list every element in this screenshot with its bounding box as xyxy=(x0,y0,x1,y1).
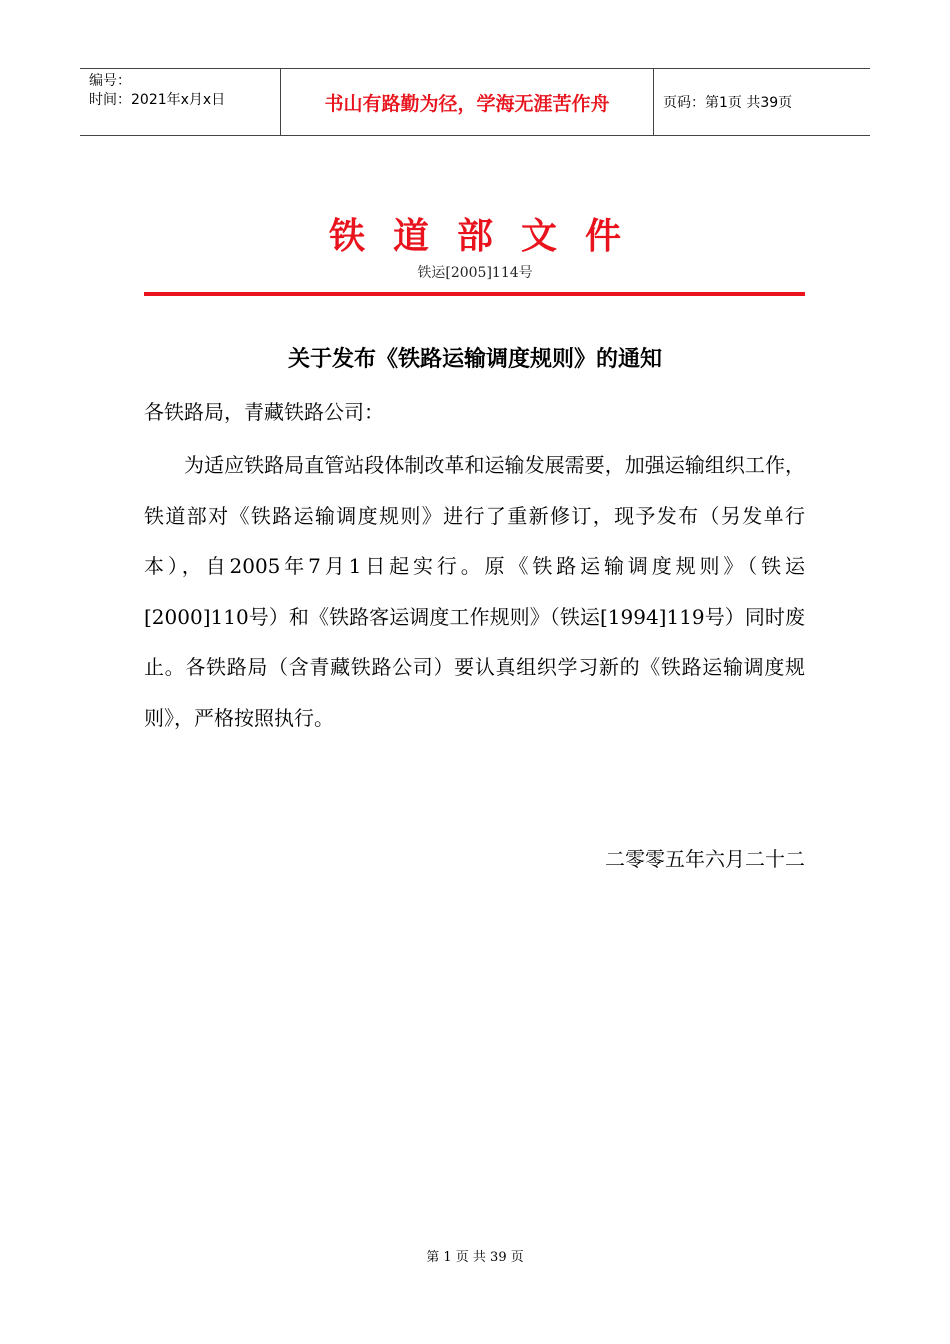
addressee-line: 各铁路局，青藏铁路公司： xyxy=(144,400,384,424)
document-number: 铁运[2005]114号 xyxy=(417,265,533,281)
red-divider xyxy=(144,292,805,296)
page-footer: 第 1 页 共 39 页 xyxy=(426,1250,524,1265)
serial-label: 编号： xyxy=(89,73,131,89)
body-paragraph: 为适应铁路局直管站段体制改革和运输发展需要，加强运输组织工作，铁道部对《铁路运输调度规则》进行了重新修订，现予发布（另发单行本），自2005年7月1日起实行。原《铁路运输调度规则》（铁运[2000]110号）和《铁路客运调度工作规则》（铁运[1994]119号）同时废止。各铁路局（含青藏铁路公司）要认真组织学习新的《铁路运输调度规则》，严格按照执行。 xyxy=(144,453,805,730)
motto-text: 书山有路勤为径，学海无涯苦作舟 xyxy=(324,92,610,115)
motto-cell xyxy=(281,69,654,135)
header-table xyxy=(80,68,870,136)
document-org-title: 铁道部文件 xyxy=(328,215,649,257)
time-label: 时间：2021年x月x日 xyxy=(89,92,226,108)
page-info-text: 页码：第1页 共39页 xyxy=(663,95,793,111)
page-info-cell xyxy=(654,69,870,135)
notice-title: 关于发布《铁路运输调度规则》的通知 xyxy=(287,347,662,372)
header-meta-cell xyxy=(80,69,281,135)
issue-date: 二零零五年六月二十二 xyxy=(605,847,805,871)
